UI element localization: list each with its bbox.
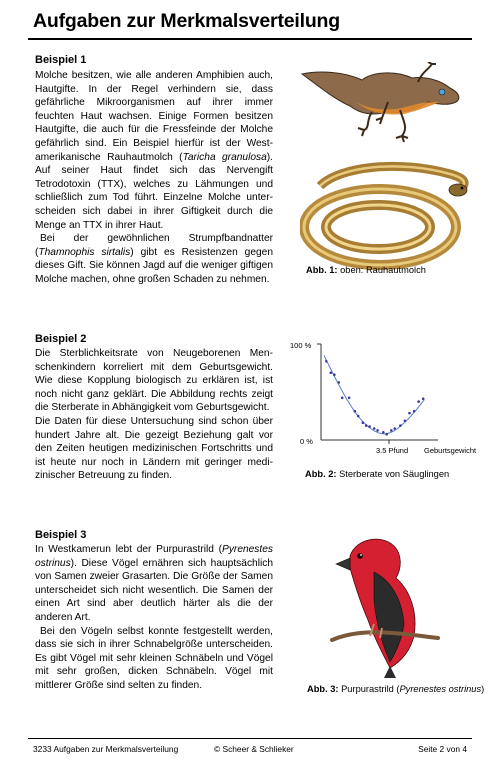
data-point-15 [385,433,388,436]
example3-text [35,543,273,693]
data-point-19 [404,420,407,423]
y-tick-label-top: 100 % [290,341,312,350]
page-title: Aufgaben zur Merkmalsverteilung [33,10,340,32]
example1-text [35,69,273,287]
y-tick-label-bottom: 0 % [300,437,313,446]
data-point-9 [362,421,365,424]
data-point-14 [382,431,385,434]
data-point-21 [413,410,416,413]
example2-paragraph-1: Die Sterblichkeitsrate von Neugeborenen Menschenkindern korreliert mit dem Geburtsgewicht. Wie diese Kopplung biologisch zu erklären ist, ist noch nicht ganz geklärt. Die Abbildung rechts zeigt die Sterberate in Abhängigkeit vom Geburtsgewicht. [35,348,273,414]
example3-paragraph-1 [35,543,273,625]
figure3-caption [307,684,484,694]
example1-p2-part-b: ) gibt es Resistenzen gegen dieses Gift. Sie können Jagd auf die weniger giftigen Molche machen, ohne großen Schaden zu nehmen. [35,246,273,285]
data-point-22 [417,400,420,403]
example1-species-snake: Thamnophis sirtalis [38,246,131,258]
example3-species-bird: Pyrenestes ostrinus [35,544,273,569]
data-point-12 [373,427,376,430]
figure3-caption-label: Abb. 3: [307,684,339,694]
data-point-10 [365,424,368,427]
example1-p2-part-a: Bei der gewöhnlichen Strumpfbandnatter ( [35,233,273,258]
figure1-caption-text: oben: Rauhautmolch [337,265,426,275]
x-axis-label: Geburtsgewicht [424,446,477,455]
figure-bird [330,528,440,678]
figure-newt-snake [300,62,470,274]
figure3-caption-text: Purpurastrild ( [338,684,400,694]
example1-species-newt: Taricha granulosa [182,151,267,163]
example3-heading: Beispiel 3 [35,529,87,541]
example2-paragraph-2: Die Daten für diese Untersuchung sind schon über hundert Jahre alt. Die gezeigt Beziehung galt vor den Zeiten heutigen medizinischen Fortschritts und ist heute nur noch in Ländern mit geringer medizinischer Betreuung zu finden. [35,415,273,482]
figure1-caption [306,265,426,275]
footer-divider [28,738,472,739]
bird-illustration [332,539,438,678]
figure3-caption-species: Pyrenestes ostrinus [399,684,482,694]
example1-p1-part-b: ). Auf seiner Haut findet sich das Nervengift Tetrodotoxin (TTX), welches zu Lähmungen und schließlich zum Tod führt. Einzelne Molche unterscheiden sich dabei in ihrer Giftigkeit durch die Menge an TTX in ihrer Haut. [35,151,273,231]
data-point-17 [393,427,396,430]
footer-copyright: © Scheer & Schlieker [214,744,294,754]
figure2-caption [305,469,449,479]
example3-p1-part-a: In Westkamerun lebt der Purpurastrild ( [35,544,223,555]
figure1-caption-label: Abb. 1: [306,265,338,275]
example3-p1-part-b: ). Diese Vögel ernähren sich hauptsächlich von Samen zweier Grasarten. Die Größe der Samen unterscheidet sich nicht wesentlich. Die Samen der einen Art sind aber deutlich härter als die der anderen Art. [35,557,273,623]
example3-paragraph-2: Bei den Vögeln selbst konnte festgestellt werden, dass sie sich in ihrer Schnabelgröße unterscheiden. Es gibt Vögel mit sehr kleinen Schnäbeln und Vögel mit sehr großen, dicken Schnäbeln. Vögel mit mittlerer Größe sind selten zu finden. [35,625,273,691]
figure2-caption-label: Abb. 2: [305,469,337,479]
data-point-18 [399,424,402,427]
data-point-23 [422,397,425,400]
figure2-caption-text: Sterberate von Säuglingen [336,469,450,479]
figure3-caption-end: ) [481,684,485,694]
data-point-7 [354,410,357,413]
fit-curve [324,356,424,434]
example1-paragraph-2 [35,232,273,286]
data-point-3 [333,373,336,376]
data-point-20 [408,412,411,415]
data-point-16 [390,429,393,432]
data-point-6 [348,397,351,400]
snake-illustration [304,166,467,265]
example1-heading: Beispiel 1 [35,54,87,66]
data-point-11 [368,425,371,428]
mortality-chart [288,336,484,466]
title-divider [28,38,472,40]
data-point-2 [330,372,333,375]
data-point-4 [338,381,341,384]
newt-illustration [302,62,459,142]
data-point-13 [376,429,379,432]
example2-heading: Beispiel 2 [35,333,87,345]
example1-p1-part-a: Molche besitzen, wie alle anderen Amphibien auch, Hautgifte. In der Regel verhindern sie, dass gefährliche Mikroorganismen auf ihrer immer feuchten Haut wachsen. Einige Formen besitzen Hautgifte, die auch für die Fressfeinde der Molche gefährlich sind. Ein Beispiel hierfür ist der Westamerikanische Rauhautmolch ( [35,70,273,163]
example2-text [35,347,273,483]
data-point-5 [341,397,344,400]
data-point-1 [325,360,328,363]
footer-left: 3233 Aufgaben zur Merkmalsverteilung [33,744,179,754]
x-tick-label: 3.5 Pfund [376,446,409,455]
data-point-8 [357,415,360,418]
footer-page-number: Seite 2 von 4 [418,744,467,754]
example1-paragraph-1 [35,69,273,232]
